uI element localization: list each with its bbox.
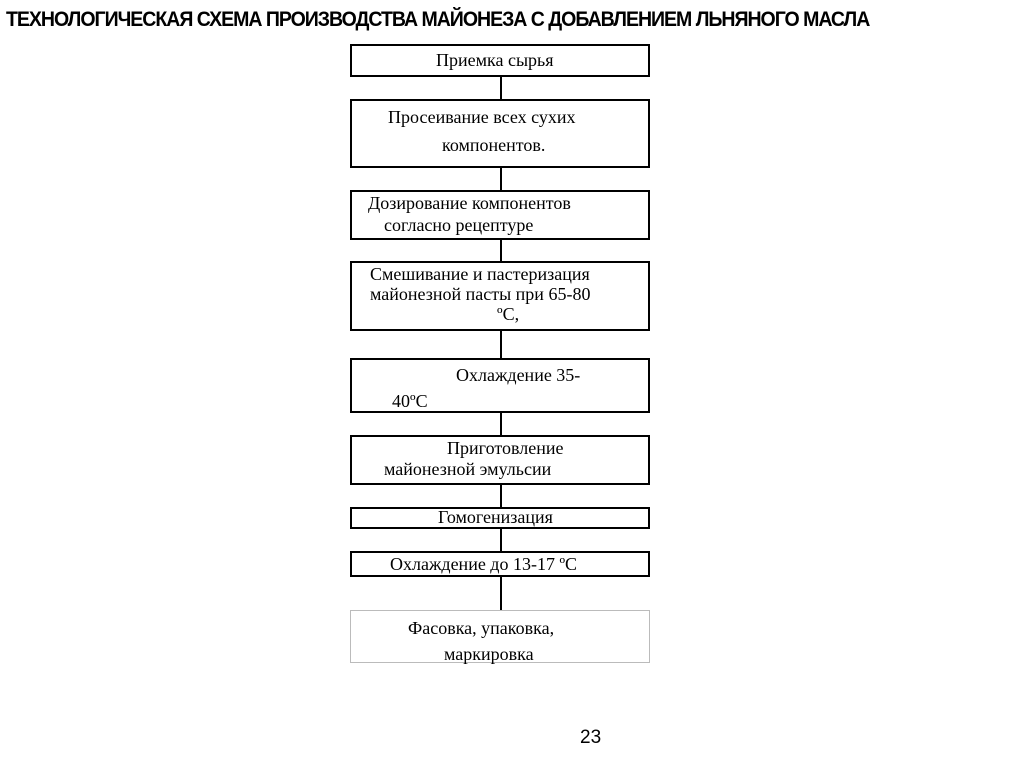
step-text: майонезной эмульсии [384,459,552,479]
connector-line [500,168,502,190]
connector-line [500,240,502,261]
step-text: Приготовление [447,438,564,458]
step-box-mixing-pasteurization [350,261,650,331]
step-text: Дозирование компонентов [368,193,571,213]
step-box-receiving [350,44,650,77]
step-box-emulsion [350,435,650,485]
step-text: согласно рецептуре [384,215,534,235]
step-text: ºС, [497,304,520,324]
step-text: маркировка [444,644,534,664]
step-box-dosing [350,190,650,240]
connector-line [500,77,502,99]
step-box-packaging [350,610,650,663]
connector-line [500,413,502,435]
step-box-sifting [350,99,650,168]
step-text: Охлаждение 35- [456,365,581,385]
step-text: майонезной пасты при 65-80 [370,284,591,304]
page-number: 23 [580,727,602,748]
step-box-cooling-1 [350,358,650,413]
step-box-cooling-2 [350,551,650,577]
step-text: 40ºС [392,391,428,411]
connector-line [500,485,502,507]
step-text: Гомогенизация [438,507,553,527]
step-text: Фасовка, упаковка, [408,618,555,638]
step-text: Приемка сырья [436,50,554,70]
connector-line [500,331,502,358]
connector-line [500,529,502,551]
step-text: Смешивание и пастеризация [370,264,590,284]
step-text: Просеивание всех сухих [388,107,576,127]
slide-title: ТЕХНОЛОГИЧЕСКАЯ СХЕМА ПРОИЗВОДСТВА МАЙОНЕЗА С ДОБАВЛЕНИЕМ ЛЬНЯНОГО МАСЛА [6,8,870,31]
step-text: Охлаждение до 13-17 ºС [390,554,578,574]
connector-line [500,577,502,610]
step-box-homogenization [350,507,650,529]
step-text: компонентов. [442,135,546,155]
